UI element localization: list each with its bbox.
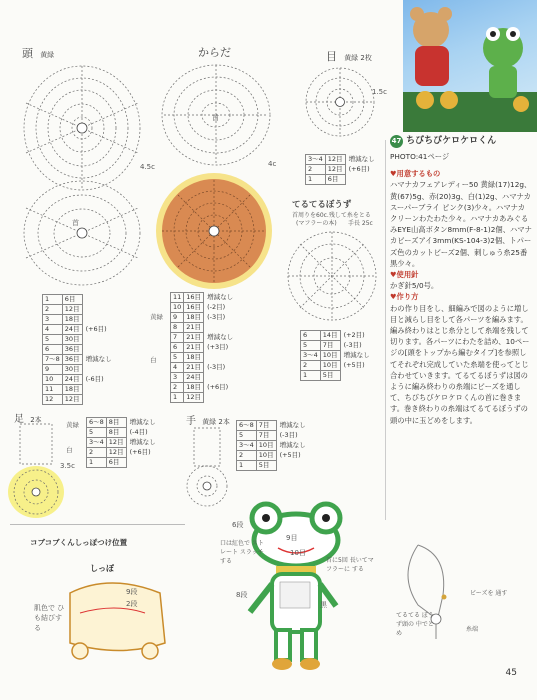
hand-count-table (236, 420, 309, 471)
eye-side-label: 1.5c (372, 88, 387, 96)
body-cell: (-3目) (207, 313, 226, 321)
howto-heading: ♥作り方 (390, 292, 419, 302)
hand-cell: (-3目) (279, 431, 298, 439)
body-cell: (+6目) (207, 383, 229, 391)
head-cell (82, 385, 114, 395)
foot-cell: 8目 (106, 428, 126, 438)
body-note-white: 白 (150, 356, 157, 364)
eye-cell: 12目 (325, 155, 345, 165)
frog-label-9: 9目 (286, 534, 298, 542)
teru-cell: 2 (301, 361, 321, 371)
page-number: 45 (505, 668, 517, 678)
foot-cell: 1 (87, 458, 107, 468)
tail-box-title: コブコブくんしっぽつけ位置 (30, 538, 128, 547)
foot-color-green: 黄緑 (66, 421, 79, 429)
body-cell: (-3目) (207, 363, 226, 371)
teru-cell: 10目 (320, 351, 340, 361)
teru-cell: 10目 (320, 361, 340, 371)
head-color: 黄緑 (40, 51, 55, 59)
body-cell: 11 (171, 293, 184, 303)
body-cell: 16目 (184, 293, 204, 303)
tools-heading: ♥使用針 (390, 270, 419, 280)
head-cell: 3 (43, 315, 63, 325)
head-cell: (+6目) (85, 325, 107, 333)
body-cell: 7 (171, 333, 184, 343)
teru-row (301, 361, 373, 371)
foot-cell: 2 (87, 448, 107, 458)
necklace-bead-label: ビーズを 通す (470, 590, 508, 597)
foot-cell: 5 (87, 428, 107, 438)
toy-illustration (403, 0, 537, 132)
head-cell: 24目 (62, 325, 82, 335)
head-cell (82, 315, 114, 325)
head-cell: 30目 (62, 335, 82, 345)
body-cell: 9 (171, 313, 184, 323)
materials-text: ハマナカフェアレディー50 黄緑(17)12g、黄(67)5g、赤(20)3g、白(1)2g、ハマナカスーパーブライ ピンク(3)少々。ハマナカクリーンわたわた少々。ハマナカあみぐるみEYE山高ボタン8mm(F-8-1)2個、ハマナカビーズアイ3mm(KS-104-3)2個、トパーズ色のカットビーズ2個、刺しゅう糸25番 黒少々。 (390, 180, 532, 268)
hand-cell: 5 (237, 431, 257, 441)
body-title: からだ (198, 46, 231, 59)
body-cell: 増減なし (207, 333, 234, 341)
head-row (43, 295, 115, 305)
head-cell (82, 395, 114, 405)
eye-cell: 2 (306, 165, 326, 175)
frog-label-10: 10目 (290, 549, 306, 557)
head-cell: 9 (43, 365, 63, 375)
hand-row (237, 431, 309, 441)
foot-color-white: 白 (66, 446, 73, 454)
foot-row (87, 458, 159, 468)
body-cell: 18目 (184, 313, 204, 323)
head-row (43, 395, 115, 405)
body-row (171, 343, 236, 353)
head-cell: 12目 (62, 395, 82, 405)
body-cell: 増減なし (207, 293, 234, 301)
necklace-teru-label: てるてる ぼうず頭の 中でとめ (396, 612, 434, 637)
body-cell: 21目 (184, 323, 204, 333)
body-bottom-diagram (150, 172, 278, 290)
frog-label-eye6: 6段 (232, 521, 244, 529)
head-cell: 12目 (62, 305, 82, 315)
body-cell (204, 373, 236, 383)
foot-cell: 6目 (106, 458, 126, 468)
head-cell: 11 (43, 385, 63, 395)
foot-row (87, 428, 159, 438)
hand-cell: 3～4 (237, 441, 257, 451)
teru-sub: 首周りを60c.残して糸をとる (292, 212, 371, 219)
tail-label-a: 9段 (126, 588, 138, 596)
head-row (43, 355, 115, 365)
eye-cell: 12目 (325, 165, 345, 175)
head-cell: 増減なし (85, 355, 112, 363)
teru-cell: (-3目) (343, 341, 362, 349)
head-count-table (42, 294, 115, 405)
hand-count: 黄緑 2本 (202, 418, 230, 426)
head-row (43, 365, 115, 375)
head-cell: 36目 (62, 355, 82, 365)
head-cell (82, 305, 114, 315)
head-cell: 1 (43, 295, 63, 305)
tail-label-c: 肌色で ひも結びする (34, 604, 65, 632)
body-cell: 21目 (184, 343, 204, 353)
head-cell: 18目 (62, 385, 82, 395)
tail-box (10, 524, 185, 665)
teru-cell: (+2目) (343, 331, 365, 339)
head-cell: 7～8 (43, 355, 63, 365)
head-cell: 36目 (62, 345, 82, 355)
head-cell: 30目 (62, 365, 82, 375)
foot-cell: 増減なし (129, 438, 156, 446)
eye-row (306, 165, 378, 175)
head-cell: 2 (43, 305, 63, 315)
teru-cell: 14目 (320, 331, 340, 341)
teru-cell: 1 (301, 371, 321, 381)
head-cell (82, 335, 114, 345)
body-cell: 2 (171, 383, 184, 393)
teru-cell: 6 (301, 331, 321, 341)
body-cell: 16目 (184, 303, 204, 313)
photo-ref: PHOTO:41ページ (390, 152, 450, 161)
head-row (43, 305, 115, 315)
body-center-label: 首 (212, 114, 219, 122)
product-photo (403, 0, 537, 132)
foot-cell: 増減なし (129, 418, 156, 426)
body-cell: 21目 (184, 363, 204, 373)
foot-row (87, 448, 159, 458)
teru-cell: 3～4 (301, 351, 321, 361)
body-cell: 6 (171, 343, 184, 353)
head-diagram (14, 58, 154, 290)
eye-cell: 3～4 (306, 155, 326, 165)
column-divider (385, 140, 386, 520)
head-cell: 6 (43, 345, 63, 355)
photo-badge: 47 (390, 135, 403, 148)
foot-cell: (+6目) (129, 448, 151, 456)
body-cell (204, 393, 236, 403)
head-row (43, 325, 115, 335)
hand-cell: 増減なし (279, 421, 306, 429)
foot-cell: (-4目) (129, 428, 148, 436)
head-cell: 12 (43, 395, 63, 405)
hand-cell (276, 461, 308, 471)
body-cell: 12目 (184, 393, 204, 403)
foot-cell: 6～8 (87, 418, 107, 428)
teru-count-table (300, 330, 373, 381)
body-cell: 10 (171, 303, 184, 313)
head-cell: 10 (43, 375, 63, 385)
tail-label-b: 2段 (126, 600, 138, 608)
hand-cell: 1 (237, 461, 257, 471)
head-row (43, 335, 115, 345)
hand-cell: 6～8 (237, 421, 257, 431)
hand-diagram (182, 424, 234, 510)
head-row (43, 375, 115, 385)
foot-row (87, 418, 159, 428)
materials-heading: ♥用意するもの (390, 169, 441, 179)
tail-label: しっぽ (90, 564, 114, 573)
body-cell: 18目 (184, 383, 204, 393)
body-side-label: 4c (268, 160, 277, 168)
head-cell: 18目 (62, 315, 82, 325)
foot-cell: 3～4 (87, 438, 107, 448)
foot-cell: 12目 (106, 438, 126, 448)
teru-sub2: (マフラーの本) (296, 220, 337, 227)
howto-text: わの作り目をし、細編みで図のように増し目と減らし目をして各パーツを編みます。編み終わりはとじ糸分として糸端を残して切ります。各パーツにわたを詰め、10ページの[頭をトップから編むタイプ]を参照してそれぞれ完成していた糸端を使ってとじ合わせていきます。てるてるぼうずは図のように編み終わりの糸端にビーズを通して、ちびちびケロケロくんの首に巻きます。巻き終わりの糸端はてるてるぼうずの頭の中に玉どめをします。 (390, 303, 530, 425)
teru-cell: 増減なし (343, 351, 370, 359)
head-cell: 6目 (62, 295, 82, 305)
foot-cell (126, 458, 158, 468)
photo-heading (390, 135, 532, 148)
hand-row (237, 461, 309, 471)
eye-title-text: 目 (326, 50, 337, 63)
frog-label-8: 8段 (236, 591, 248, 599)
photo-name: ちびちびケロケロくん (406, 136, 497, 146)
body-cell: 1 (171, 393, 184, 403)
teru-diagram (282, 226, 382, 326)
body-note-green: 黄緑 (150, 313, 163, 321)
head-row (43, 385, 115, 395)
body-cell: 3 (171, 373, 184, 383)
head-cell (82, 295, 114, 305)
head-cell: 24目 (62, 375, 82, 385)
hand-cell: 5目 (256, 461, 276, 471)
body-row (171, 353, 236, 363)
body-cell (204, 323, 236, 333)
body-row (171, 313, 236, 323)
teru-row (301, 341, 373, 351)
body-cell: 24目 (184, 373, 204, 383)
necklace-tail-label: 糸端 (466, 626, 479, 633)
teru-cell: 5目 (320, 371, 340, 381)
frog-label-mouth: 口は紅色で ストレート スラッチする (220, 540, 264, 565)
body-cell: (+3目) (207, 343, 229, 351)
head-cell: 4 (43, 325, 63, 335)
body-cell: (-2目) (207, 303, 226, 311)
frog-label-scarf: 首に5回 長いてマフラーに する (326, 557, 374, 573)
head-side-label: 4.5c (140, 163, 155, 171)
body-cell: 5 (171, 353, 184, 363)
teru-side-label: 手長 25c (348, 220, 373, 227)
teru-row (301, 351, 373, 361)
body-cell: 21目 (184, 333, 204, 343)
body-row (171, 333, 236, 343)
foot-cell: 8目 (106, 418, 126, 428)
foot-diagram (6, 420, 68, 520)
hand-cell: 7目 (256, 431, 276, 441)
eye-cell: 6目 (325, 175, 345, 185)
tools-text: かぎ針5/0号。 (390, 281, 439, 291)
teru-cell (340, 371, 372, 381)
eye-cell: 1 (306, 175, 326, 185)
body-cell (204, 353, 236, 363)
eye-count-table (305, 154, 378, 185)
body-row (171, 373, 236, 383)
body-row (171, 303, 236, 313)
hand-cell: 7目 (256, 421, 276, 431)
head-title-text: 頭 (22, 47, 33, 60)
hand-cell: 増減なし (279, 441, 306, 449)
teru-cell: (+5目) (343, 361, 365, 369)
teru-cell: 7目 (320, 341, 340, 351)
head-cell: (-6目) (85, 375, 104, 383)
head-cell (82, 345, 114, 355)
frog-illustration (236, 500, 356, 680)
eye-row (306, 175, 378, 185)
hand-row (237, 421, 309, 431)
hand-cell: 2 (237, 451, 257, 461)
teru-row (301, 371, 373, 381)
head-row (43, 345, 115, 355)
instructions-panel (390, 135, 532, 426)
foot-cell: 12目 (106, 448, 126, 458)
hand-row (237, 441, 309, 451)
body-row (171, 363, 236, 373)
eye-row (306, 155, 378, 165)
hand-cell: 10目 (256, 441, 276, 451)
foot-title-text: 足 (14, 414, 24, 425)
eye-diagram (300, 62, 380, 144)
foot-count-table (86, 417, 159, 468)
body-row (171, 383, 236, 393)
body-row (171, 293, 236, 303)
teru-row (301, 331, 373, 341)
foot-row (87, 438, 159, 448)
body-cell: 8 (171, 323, 184, 333)
head-row (43, 315, 115, 325)
tail-illustration (50, 573, 180, 663)
foot-count: 2本 (30, 416, 42, 424)
body-cell: 18目 (184, 353, 204, 363)
body-row (171, 393, 236, 403)
head-cell: 5 (43, 335, 63, 345)
hand-cell: 10目 (256, 451, 276, 461)
body-cell: 4 (171, 363, 184, 373)
head-neck-label: 首 (72, 219, 79, 227)
body-count-table (170, 292, 236, 403)
head-cell (82, 365, 114, 375)
eye-color: 黄緑 2枚 (344, 54, 372, 62)
frog-label-belly: 黒 (320, 601, 327, 609)
hand-title-text: 手 (186, 416, 196, 427)
eye-cell: 増減なし (348, 155, 375, 163)
teru-title: てるてるぼうず (292, 200, 352, 210)
body-row (171, 323, 236, 333)
foot-side-label: 3.5c (60, 462, 75, 470)
eye-cell: (+6目) (348, 165, 370, 173)
teru-cell: 5 (301, 341, 321, 351)
hand-cell: (+5目) (279, 451, 301, 459)
hand-row (237, 451, 309, 461)
eye-cell (345, 175, 377, 185)
